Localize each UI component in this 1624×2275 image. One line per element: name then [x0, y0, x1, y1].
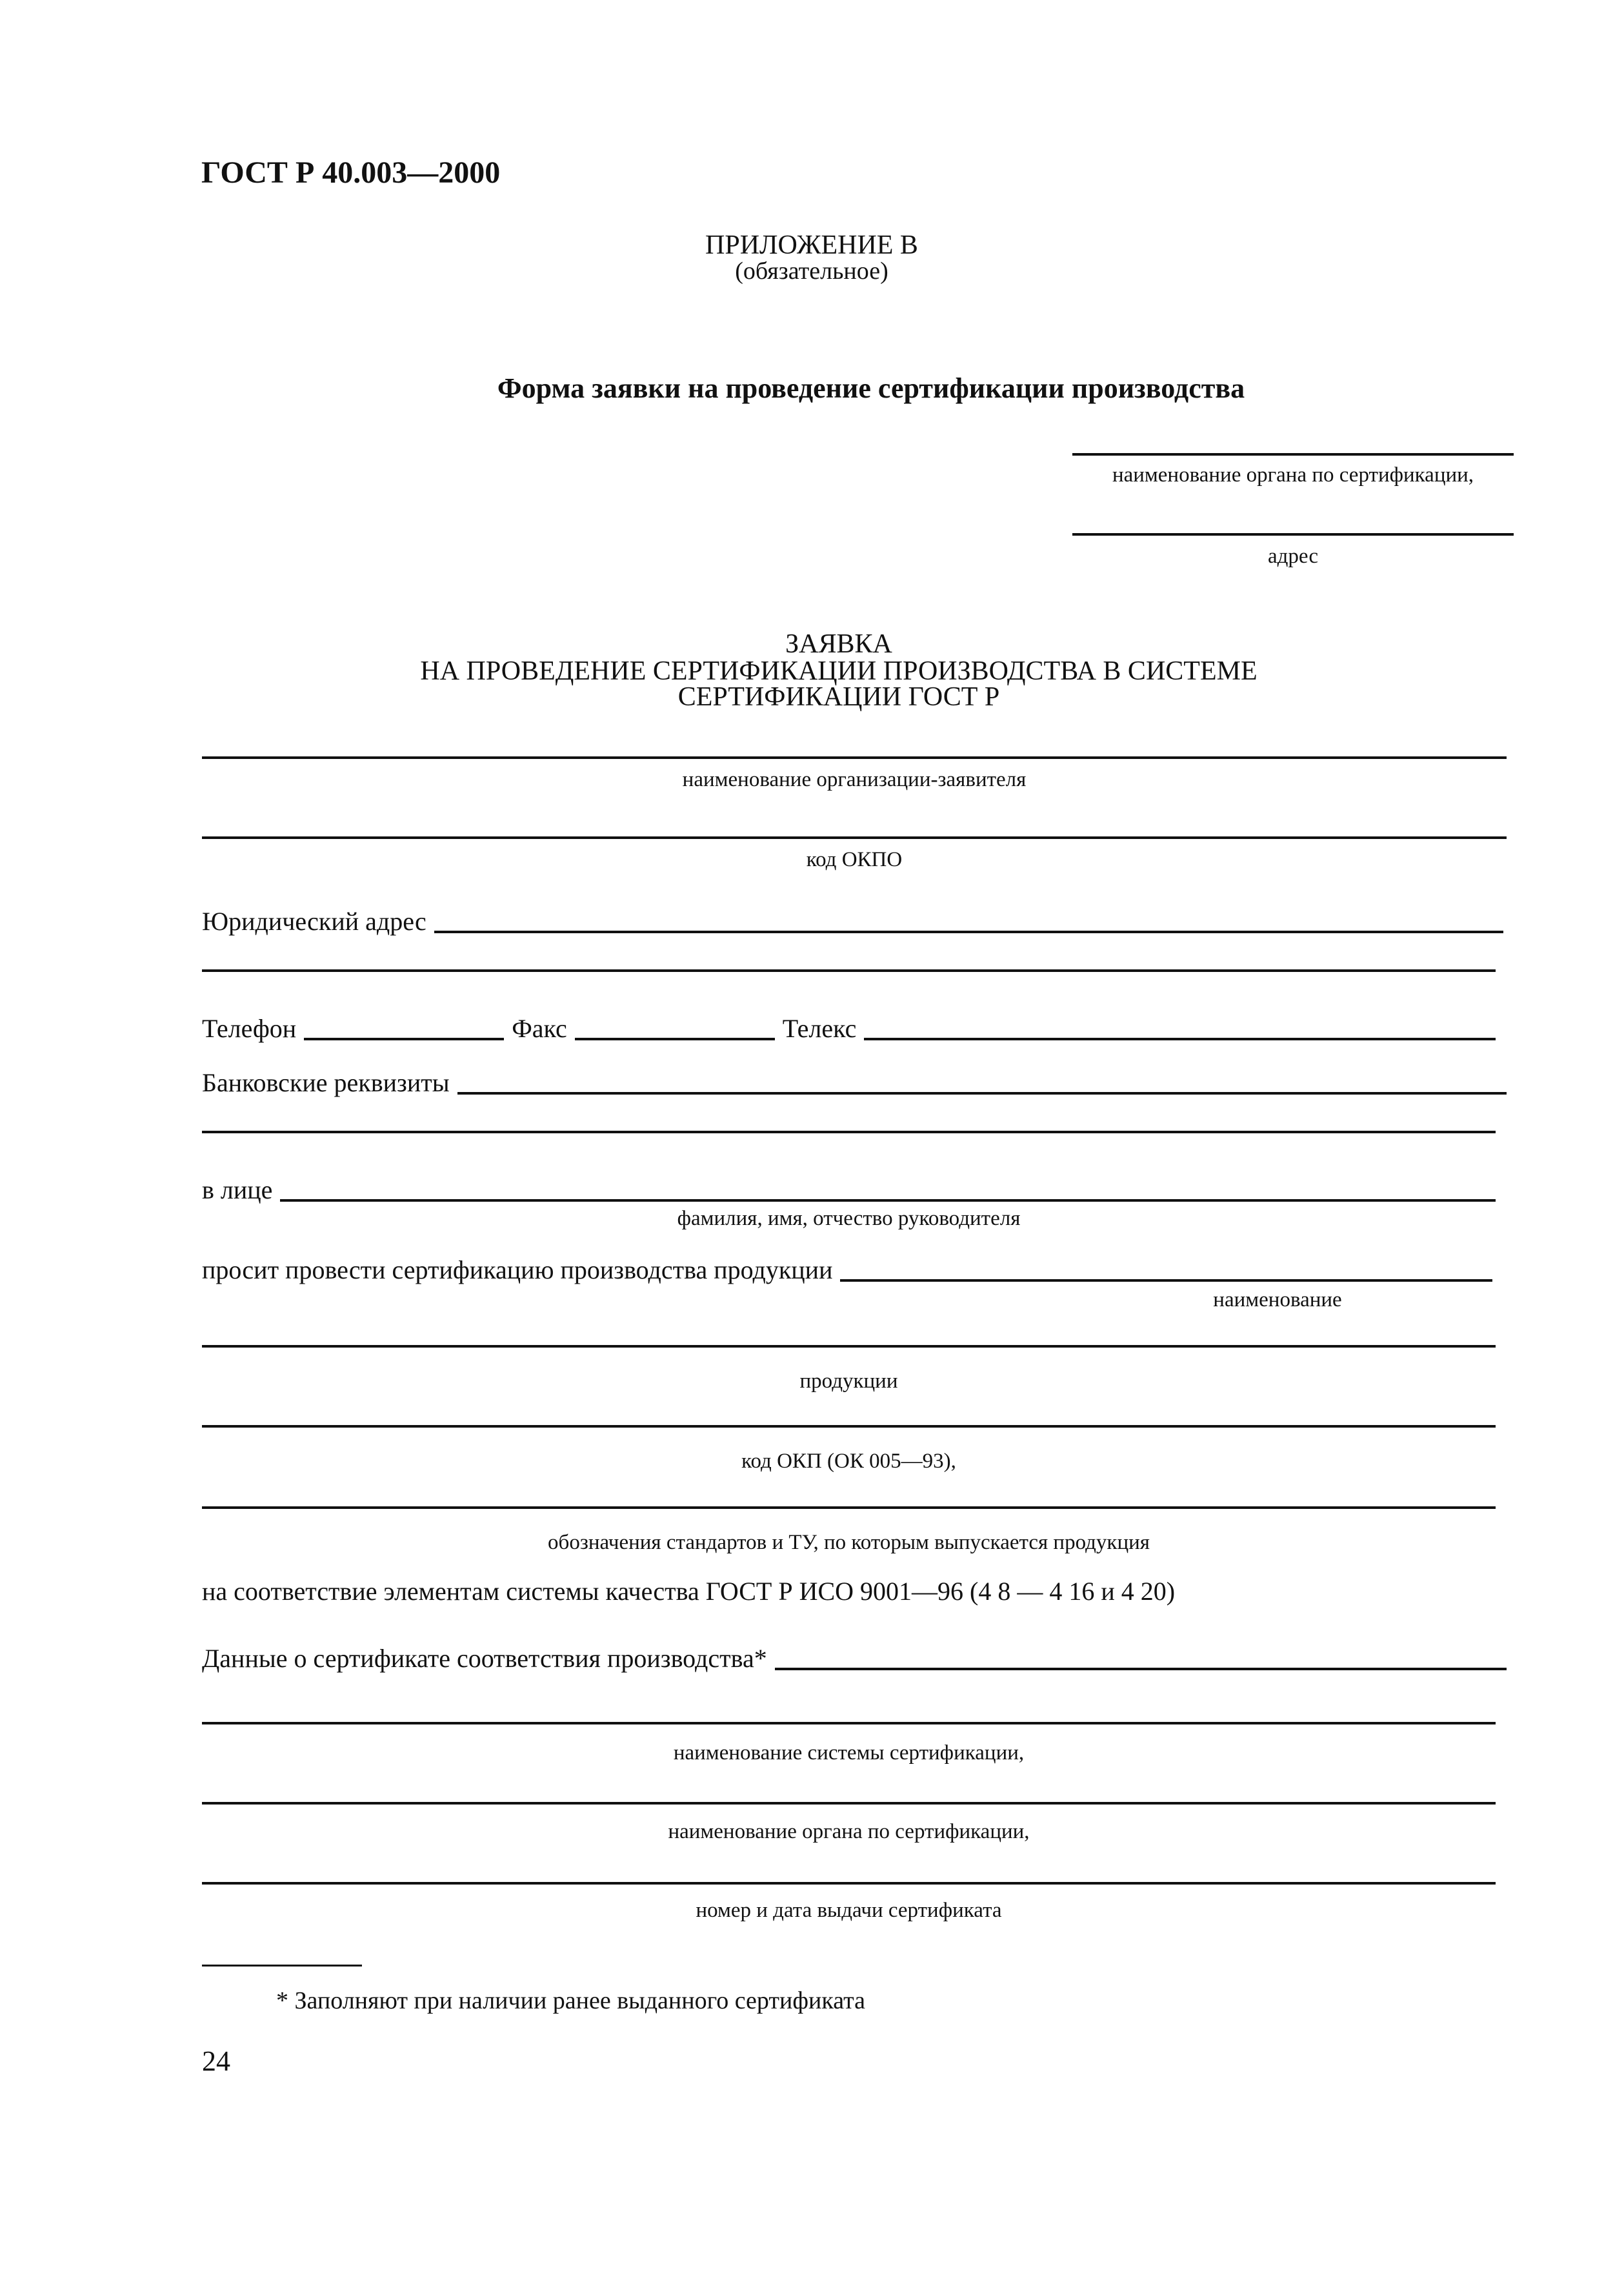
- standard-designation: ГОСТ Р 40.003—2000: [201, 156, 501, 190]
- head-name-caption: фамилия, имя, отчество руководителя: [677, 1207, 1021, 1230]
- fax-label: Факс: [512, 1014, 567, 1043]
- certificate-data-row: [202, 1639, 1507, 1672]
- footnote-separator: [202, 1965, 362, 1967]
- request-row: [202, 1251, 1492, 1283]
- legal-address-line-2[interactable]: [202, 969, 1496, 972]
- okp-caption: код ОКП (ОК 005—93),: [741, 1450, 956, 1473]
- product-line[interactable]: [202, 1345, 1496, 1348]
- application-title-line2: НА ПРОВЕДЕНИЕ СЕРТИФИКАЦИИ ПРОИЗВОДСТВА В СИСТЕМЕ: [420, 656, 1258, 686]
- certification-body-caption: наименование органа по сертификации,: [1112, 463, 1474, 487]
- page-number: 24: [202, 2045, 230, 2077]
- appendix-status: (обязательное): [735, 258, 888, 285]
- org-name-caption: наименование организации-заявителя: [682, 768, 1027, 791]
- product-name-field[interactable]: [840, 1279, 1492, 1282]
- request-label: просит провести сертификацию производства продукции: [202, 1255, 833, 1284]
- form-title: Форма заявки на проведение сертификации производства: [497, 372, 1245, 404]
- telex-field[interactable]: [864, 1038, 1496, 1040]
- cert-system-caption: наименование системы сертификации,: [673, 1741, 1025, 1764]
- represented-by-label: в лице: [202, 1175, 273, 1204]
- phone-field[interactable]: [304, 1038, 504, 1040]
- legal-address-field[interactable]: [434, 931, 1503, 933]
- footnote-text: * Заполняют при наличии ранее выданного сертификата: [276, 1987, 866, 2014]
- phone-label: Телефон: [202, 1014, 297, 1043]
- certificate-data-label: Данные о сертификате соответствия производства*: [202, 1644, 767, 1673]
- bank-details-line-2[interactable]: [202, 1131, 1496, 1133]
- contact-row: [202, 1009, 1496, 1042]
- bank-details-row: [202, 1064, 1507, 1096]
- okp-line[interactable]: [202, 1425, 1496, 1428]
- appendix-title: ПРИЛОЖЕНИЕ В: [705, 230, 918, 260]
- fax-field[interactable]: [575, 1038, 775, 1040]
- application-title-line3: СЕРТИФИКАЦИИ ГОСТ Р: [677, 682, 1000, 712]
- okpo-line[interactable]: [202, 836, 1507, 839]
- legal-address-row: [202, 902, 1503, 935]
- product-caption: продукции: [799, 1370, 898, 1393]
- okpo-caption: код ОКПО: [806, 848, 903, 871]
- application-title-line1: ЗАЯВКА: [785, 629, 892, 659]
- head-name-field[interactable]: [280, 1199, 1496, 1202]
- address-line[interactable]: [1072, 533, 1514, 536]
- cert-number-line[interactable]: [202, 1882, 1496, 1885]
- cert-system-line[interactable]: [202, 1722, 1496, 1724]
- telex-label: Телекс: [782, 1014, 857, 1043]
- certificate-data-field[interactable]: [775, 1668, 1507, 1670]
- org-name-line[interactable]: [202, 756, 1507, 759]
- standards-line[interactable]: [202, 1506, 1496, 1509]
- address-caption: адрес: [1267, 545, 1319, 568]
- bank-details-field[interactable]: [457, 1092, 1507, 1095]
- represented-by-row: [202, 1171, 1496, 1203]
- cert-body-line[interactable]: [202, 1802, 1496, 1805]
- legal-address-label: Юридический адрес: [202, 907, 426, 936]
- cert-body-caption: наименование органа по сертификации,: [668, 1820, 1030, 1843]
- cert-number-caption: номер и дата выдачи сертификата: [696, 1899, 1002, 1922]
- bank-details-label: Банковские реквизиты: [202, 1068, 450, 1097]
- certification-body-line[interactable]: [1072, 453, 1514, 456]
- product-name-caption: наименование: [1213, 1288, 1342, 1311]
- standards-caption: обозначения стандартов и ТУ, по которым выпускается продукция: [548, 1531, 1150, 1554]
- conformity-text: на соответствие элементам системы качества ГОСТ Р ИСО 9001—96 (4 8 — 4 16 и 4 20): [202, 1577, 1176, 1606]
